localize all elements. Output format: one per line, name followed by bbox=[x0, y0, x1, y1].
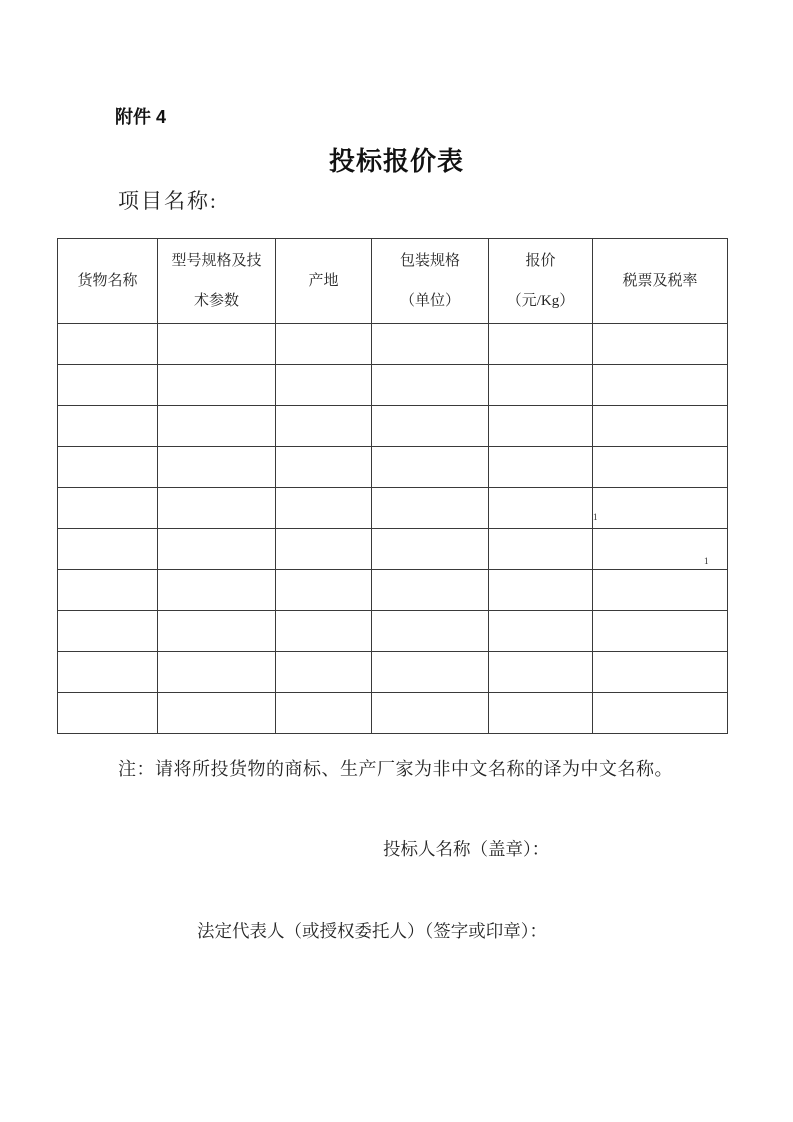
table-cell bbox=[593, 447, 728, 488]
table-cell bbox=[276, 693, 372, 734]
table-cell bbox=[158, 488, 276, 529]
table-cell bbox=[489, 488, 593, 529]
table-cell bbox=[593, 406, 728, 447]
table-cell bbox=[593, 611, 728, 652]
table-cell bbox=[158, 406, 276, 447]
table-cell bbox=[276, 447, 372, 488]
table-cell bbox=[158, 324, 276, 365]
table-row bbox=[58, 570, 728, 611]
table-cell bbox=[489, 693, 593, 734]
header-quote-price: 报价 （元/Kg） bbox=[489, 239, 593, 324]
table-cell bbox=[372, 406, 489, 447]
attachment-label: 附件 4 bbox=[115, 107, 167, 127]
table-cell bbox=[158, 447, 276, 488]
table-cell bbox=[489, 611, 593, 652]
table-cell bbox=[372, 447, 489, 488]
table-cell bbox=[372, 365, 489, 406]
table-cell bbox=[58, 529, 158, 570]
footnote-mark: 1 bbox=[593, 512, 598, 522]
table-cell bbox=[276, 570, 372, 611]
table-cell bbox=[489, 652, 593, 693]
table-cell bbox=[489, 570, 593, 611]
header-origin: 产地 bbox=[276, 239, 372, 324]
table-cell bbox=[593, 652, 728, 693]
table-cell bbox=[593, 365, 728, 406]
note-text: 注：请将所投货物的商标、生产厂家为非中文名称的译为中文名称。 bbox=[118, 759, 673, 779]
table-row bbox=[58, 324, 728, 365]
table-cell bbox=[489, 324, 593, 365]
table-row bbox=[58, 406, 728, 447]
table-row bbox=[58, 365, 728, 406]
page-title: 投标报价表 bbox=[328, 146, 464, 176]
table-cell bbox=[158, 570, 276, 611]
table-cell bbox=[158, 365, 276, 406]
legal-representative-signature-label: 法定代表人（或授权委托人）（签字或印章）： bbox=[197, 921, 547, 941]
table-row bbox=[58, 529, 728, 570]
footnote-mark: 1 bbox=[704, 556, 709, 566]
table-cell bbox=[489, 365, 593, 406]
table-row bbox=[58, 447, 728, 488]
table-cell bbox=[158, 652, 276, 693]
table-cell bbox=[158, 529, 276, 570]
table-cell bbox=[276, 611, 372, 652]
table-row bbox=[58, 652, 728, 693]
table-cell bbox=[489, 406, 593, 447]
table-cell bbox=[372, 652, 489, 693]
table-cell bbox=[58, 693, 158, 734]
table-cell bbox=[276, 324, 372, 365]
table-cell bbox=[489, 447, 593, 488]
table-cell bbox=[276, 365, 372, 406]
table-row bbox=[58, 488, 728, 529]
table-cell bbox=[276, 406, 372, 447]
table-row bbox=[58, 611, 728, 652]
table-cell bbox=[372, 611, 489, 652]
table-cell bbox=[58, 365, 158, 406]
table-cell bbox=[58, 652, 158, 693]
header-tax-invoice-rate: 税票及税率 bbox=[593, 239, 728, 324]
table-cell bbox=[593, 488, 728, 529]
table-cell bbox=[276, 652, 372, 693]
table-cell bbox=[593, 693, 728, 734]
table-cell bbox=[372, 693, 489, 734]
table-cell bbox=[593, 324, 728, 365]
table-cell bbox=[372, 324, 489, 365]
table-cell bbox=[276, 529, 372, 570]
project-name-label: 项目名称: bbox=[118, 189, 218, 213]
table-cell bbox=[58, 324, 158, 365]
bidder-name-seal-label: 投标人名称（盖章）： bbox=[383, 839, 550, 859]
table-row bbox=[58, 693, 728, 734]
table-body bbox=[58, 324, 728, 734]
table-cell bbox=[58, 570, 158, 611]
table-header bbox=[58, 239, 728, 324]
table-cell bbox=[58, 406, 158, 447]
table-cell bbox=[276, 488, 372, 529]
header-packaging-spec: 包装规格 （单位） bbox=[372, 239, 489, 324]
table-cell bbox=[372, 570, 489, 611]
table-cell bbox=[158, 611, 276, 652]
table-cell bbox=[489, 529, 593, 570]
table-header-row bbox=[58, 239, 728, 324]
table-cell bbox=[593, 570, 728, 611]
header-goods-name: 货物名称 bbox=[58, 239, 158, 324]
table-cell bbox=[372, 488, 489, 529]
table-cell bbox=[158, 693, 276, 734]
table-cell bbox=[58, 447, 158, 488]
header-model-spec: 型号规格及技 术参数 bbox=[158, 239, 276, 324]
quotation-table bbox=[57, 238, 728, 734]
table-cell bbox=[372, 529, 489, 570]
table-cell bbox=[58, 488, 158, 529]
table-cell bbox=[58, 611, 158, 652]
